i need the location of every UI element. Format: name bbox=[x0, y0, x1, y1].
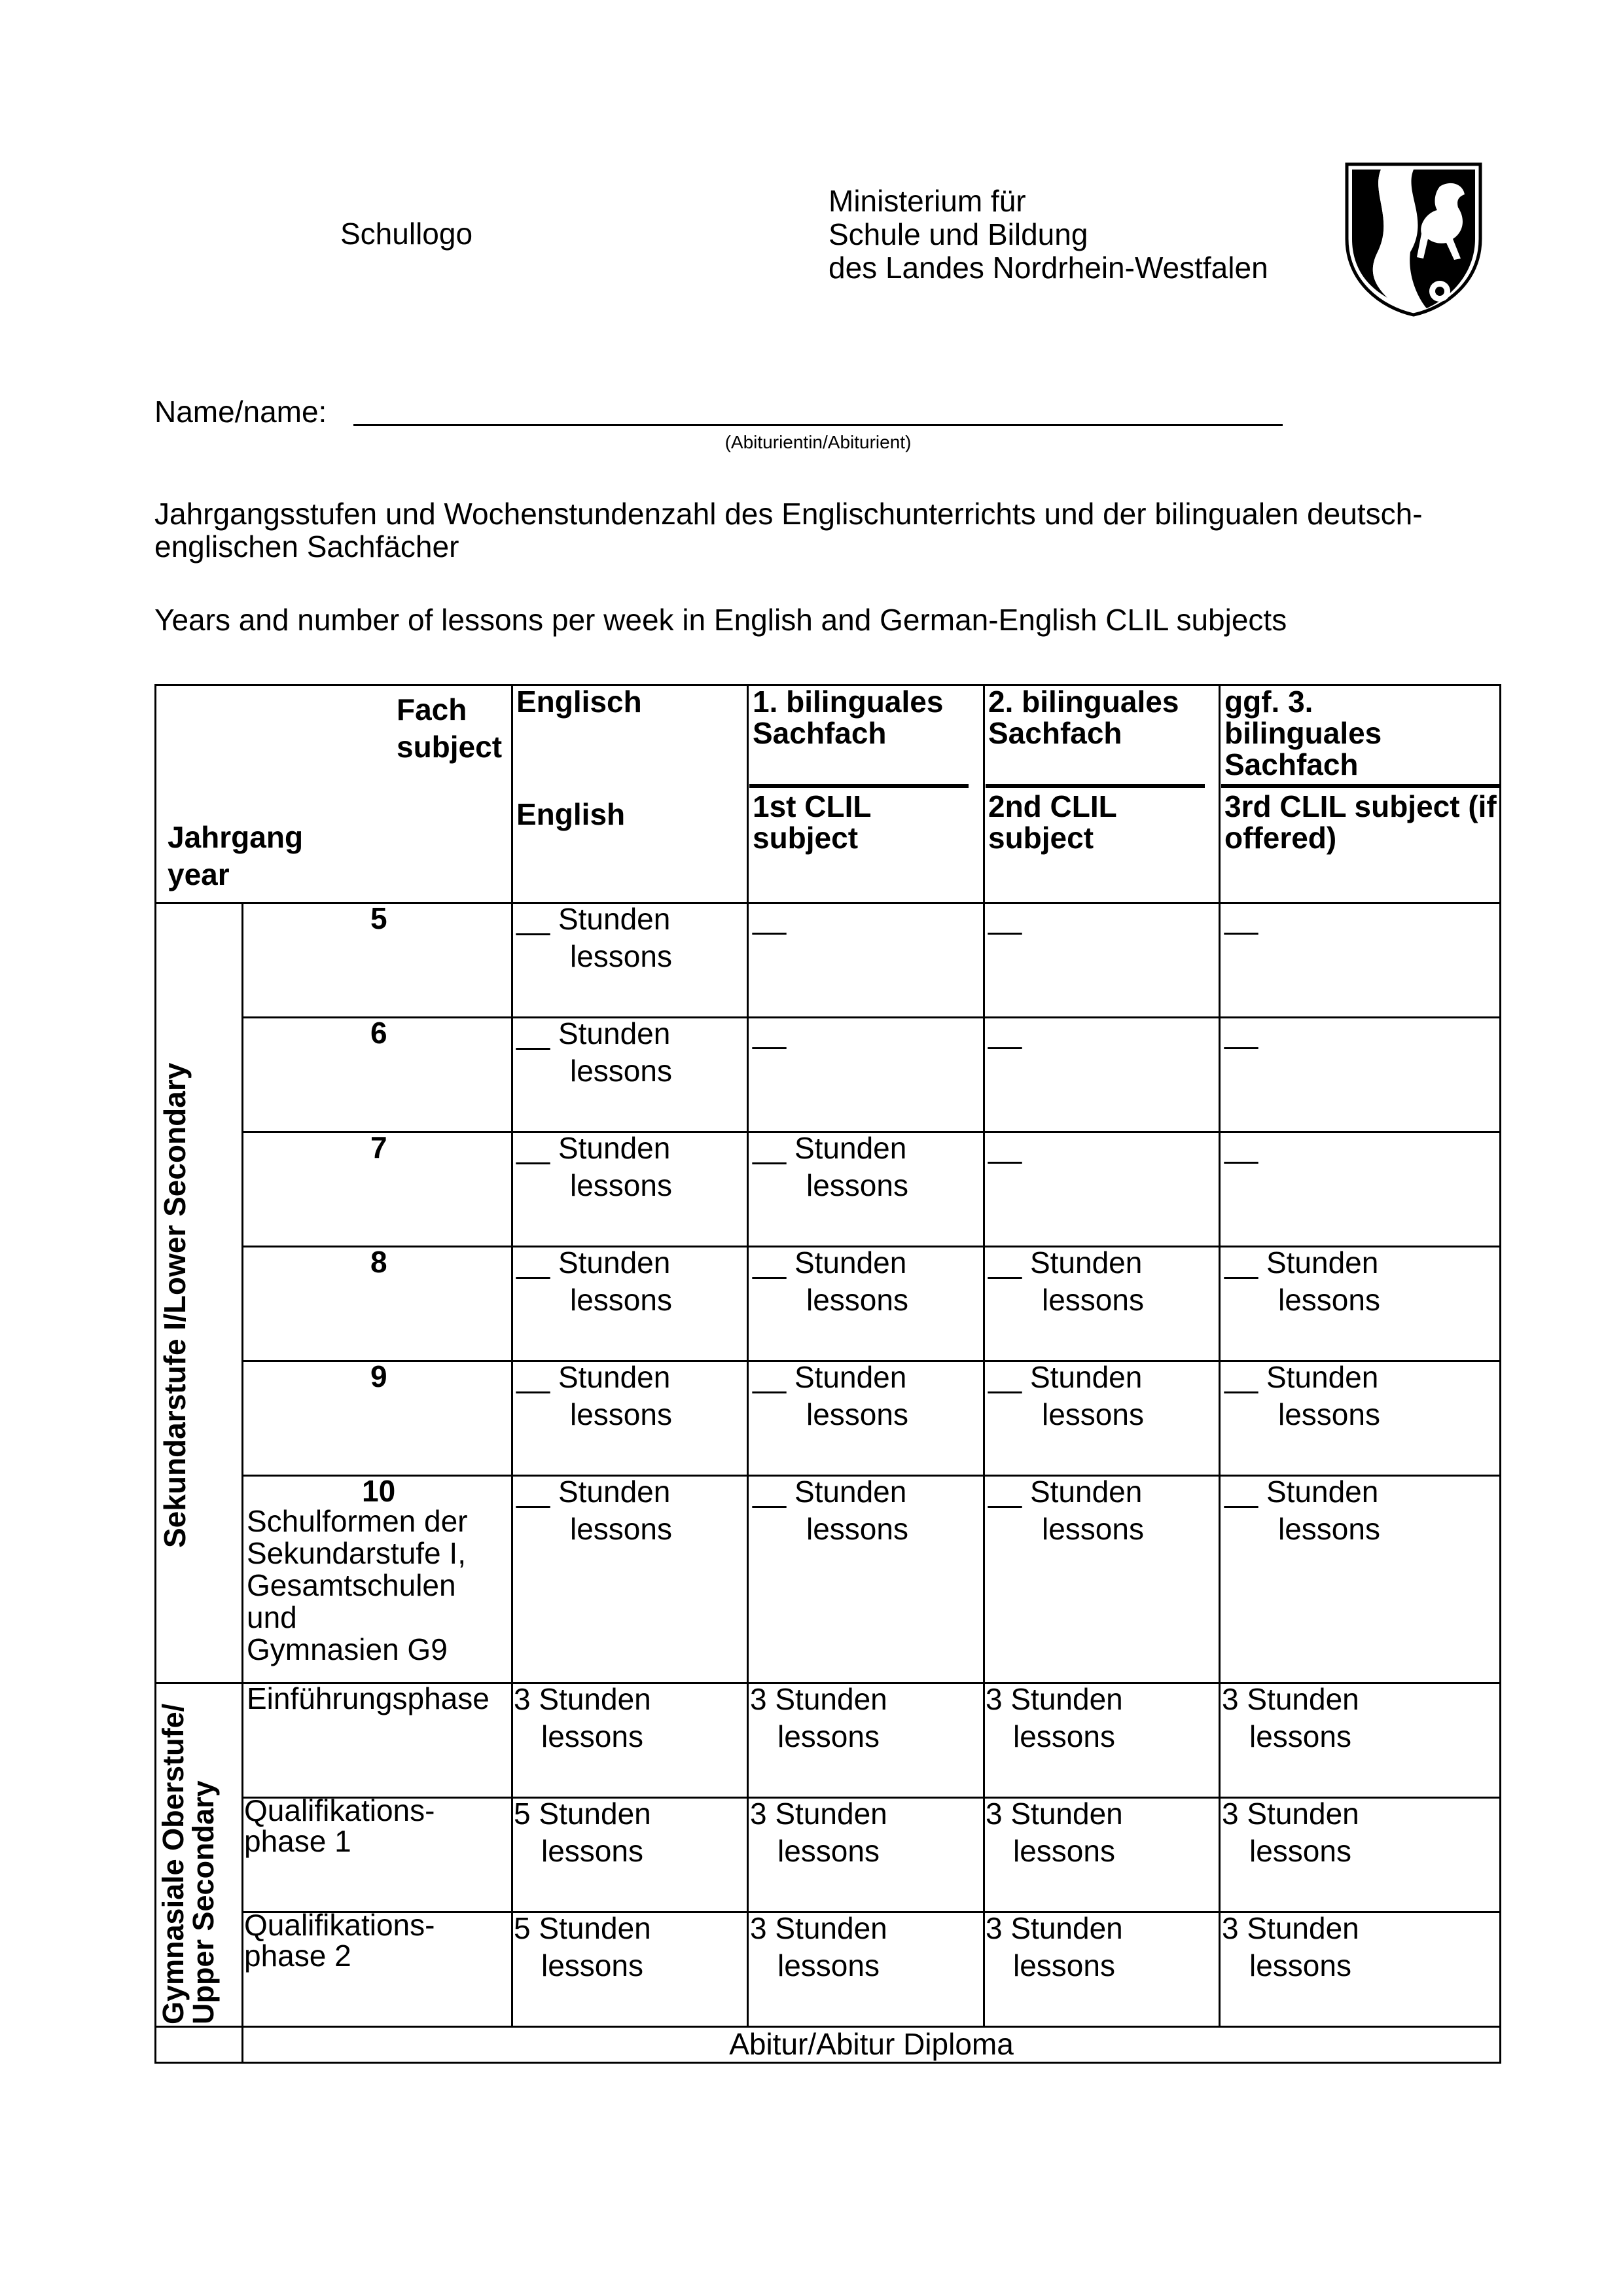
col-header-clil2-en: 2nd CLIL subject bbox=[988, 789, 1116, 855]
blank-cell-clil3[interactable]: __ bbox=[1224, 1130, 1258, 1164]
lessons-count-blank[interactable]: __ Stunden bbox=[753, 1475, 907, 1509]
phase-label-line: phase 1 bbox=[244, 1824, 351, 1858]
year-10-note-line: Gesamtschulen bbox=[247, 1568, 456, 1602]
corner-subject-de: Fach bbox=[397, 692, 467, 726]
lessons-label: lessons bbox=[1249, 1719, 1351, 1753]
lessons-count-blank[interactable]: __ Stunden bbox=[988, 1360, 1143, 1394]
year-10-note-line: Sekundarstufe I, bbox=[247, 1536, 466, 1570]
lessons-label: lessons bbox=[570, 1168, 672, 1202]
lessons-count: 3 Stunden bbox=[750, 1797, 887, 1831]
lessons-count-blank[interactable]: __ Stunden bbox=[516, 1131, 671, 1165]
year-label: 9 bbox=[370, 1359, 387, 1393]
lessons-label: lessons bbox=[1249, 1948, 1351, 1982]
ministry-line: des Landes Nordrhein-Westfalen bbox=[829, 251, 1268, 285]
lessons-cell-english bbox=[514, 1795, 651, 1870]
corner-year-en: year bbox=[168, 857, 230, 891]
lessons-cell-english[interactable] bbox=[516, 1015, 672, 1090]
lessons-cell-english[interactable] bbox=[516, 1359, 672, 1433]
lessons-cell-clil3 bbox=[1222, 1795, 1359, 1870]
lessons-count-blank[interactable]: __ Stunden bbox=[516, 1016, 671, 1050]
blank-cell-clil3[interactable]: __ bbox=[1224, 1016, 1258, 1050]
year-label: 5 bbox=[370, 901, 387, 935]
ministry-line: Schule und Bildung bbox=[829, 217, 1088, 251]
name-label: Name/name: bbox=[154, 395, 327, 429]
lessons-cell-clil1 bbox=[750, 1681, 887, 1755]
lessons-count-blank[interactable]: __ Stunden bbox=[1224, 1246, 1379, 1280]
lessons-label: lessons bbox=[1249, 1834, 1351, 1868]
col-header-clil1-de: 1. bilinguales Sachfach bbox=[753, 685, 944, 750]
lessons-count-blank[interactable]: __ Stunden bbox=[753, 1246, 907, 1280]
lessons-count-blank[interactable]: __ Stunden bbox=[516, 902, 671, 936]
lessons-count-blank[interactable]: __ Stunden bbox=[516, 1246, 671, 1280]
blank-cell-clil1[interactable]: __ bbox=[753, 901, 787, 935]
col-header-clil2-de: 2. bilinguales Sachfach bbox=[988, 685, 1179, 750]
lessons-cell-clil2 bbox=[986, 1910, 1123, 1984]
phase-label: Einführungsphase bbox=[247, 1681, 490, 1715]
lessons-count: 3 Stunden bbox=[1222, 1682, 1359, 1716]
lessons-count-blank[interactable]: __ Stunden bbox=[988, 1475, 1143, 1509]
phase-label bbox=[244, 1795, 435, 1857]
col-header-clil1-en: 1st CLIL subject bbox=[753, 789, 871, 855]
lessons-cell-clil1 bbox=[750, 1910, 887, 1984]
lessons-cell-clil3[interactable] bbox=[1224, 1359, 1380, 1433]
lessons-cell-clil3[interactable] bbox=[1224, 1244, 1380, 1319]
name-caption: (Abiturientin/Abiturient) bbox=[724, 432, 912, 452]
lessons-count: 5 Stunden bbox=[514, 1797, 651, 1831]
lessons-cell-clil2[interactable] bbox=[988, 1244, 1144, 1319]
lessons-label: lessons bbox=[777, 1719, 880, 1753]
lessons-count-blank[interactable]: __ Stunden bbox=[1224, 1475, 1379, 1509]
lessons-label: lessons bbox=[806, 1168, 908, 1202]
lessons-label: lessons bbox=[1042, 1283, 1144, 1317]
blank-cell-clil2[interactable]: __ bbox=[988, 1130, 1022, 1164]
year-10-note-line: und bbox=[247, 1600, 297, 1634]
blank-cell-clil3[interactable]: __ bbox=[1224, 901, 1258, 935]
lessons-cell-clil1 bbox=[750, 1795, 887, 1870]
lessons-label: lessons bbox=[806, 1512, 908, 1546]
lessons-label: lessons bbox=[1278, 1283, 1380, 1317]
corner-subject-en: subject bbox=[397, 730, 503, 764]
col-header-english-en: English bbox=[516, 797, 626, 831]
lessons-count: 3 Stunden bbox=[986, 1682, 1123, 1716]
lessons-cell-english bbox=[514, 1681, 651, 1755]
lessons-label: lessons bbox=[570, 1397, 672, 1431]
lessons-cell-clil2[interactable] bbox=[988, 1359, 1144, 1433]
lessons-label: lessons bbox=[541, 1948, 643, 1982]
lessons-label: lessons bbox=[541, 1834, 643, 1868]
lessons-cell-clil3[interactable] bbox=[1224, 1473, 1380, 1548]
intro-german: Jahrgangsstufen und Wochenstundenzahl des Englischunterrichts und der bilingualen deutsch-englischen Sachfächer bbox=[154, 497, 1423, 564]
lessons-label: lessons bbox=[777, 1834, 880, 1868]
lessons-count-blank[interactable]: __ Stunden bbox=[516, 1360, 671, 1394]
lessons-cell-english[interactable] bbox=[516, 901, 672, 975]
col-header-clil3-de: ggf. 3. bilinguales Sachfach bbox=[1224, 685, 1382, 781]
ministry-name bbox=[829, 185, 1268, 285]
lessons-label: lessons bbox=[1042, 1397, 1144, 1431]
lessons-cell-clil2 bbox=[986, 1681, 1123, 1755]
lessons-label: lessons bbox=[541, 1719, 643, 1753]
lessons-cell-english[interactable] bbox=[516, 1244, 672, 1319]
lessons-cell-english[interactable] bbox=[516, 1473, 672, 1548]
ministry-line: Ministerium für bbox=[829, 184, 1026, 218]
lessons-count: 5 Stunden bbox=[514, 1911, 651, 1945]
nrw-coat-of-arms-icon bbox=[1342, 160, 1486, 317]
lessons-count-blank[interactable]: __ Stunden bbox=[753, 1131, 907, 1165]
blank-cell-clil1[interactable]: __ bbox=[753, 1016, 787, 1050]
lessons-count: 3 Stunden bbox=[750, 1682, 887, 1716]
lessons-label: lessons bbox=[1278, 1397, 1380, 1431]
lessons-label: lessons bbox=[1013, 1948, 1115, 1982]
lessons-count-blank[interactable]: __ Stunden bbox=[988, 1246, 1143, 1280]
lessons-label: lessons bbox=[1042, 1512, 1144, 1546]
lessons-label: lessons bbox=[1013, 1834, 1115, 1868]
lessons-label: lessons bbox=[1013, 1719, 1115, 1753]
lessons-cell-english bbox=[514, 1910, 651, 1984]
lessons-cell-clil3 bbox=[1222, 1681, 1359, 1755]
year-label: 6 bbox=[370, 1016, 387, 1050]
lessons-cell-english[interactable] bbox=[516, 1130, 672, 1204]
lessons-label: lessons bbox=[570, 1054, 672, 1088]
lessons-label: lessons bbox=[570, 939, 672, 973]
col-header-clil3-en: 3rd CLIL subject (if offered) bbox=[1224, 789, 1497, 855]
lessons-label: lessons bbox=[570, 1283, 672, 1317]
lessons-count: 3 Stunden bbox=[986, 1797, 1123, 1831]
lessons-count: 3 Stunden bbox=[986, 1911, 1123, 1945]
phase-label bbox=[244, 1910, 435, 1971]
school-logo-placeholder: Schullogo bbox=[340, 217, 473, 251]
blank-cell-clil2[interactable]: __ bbox=[988, 901, 1022, 935]
intro-english: Years and number of lessons per week in English and German-English CLIL subjects bbox=[154, 603, 1287, 637]
section-label-lower-secondary: Sekundarstufe I/Lower Secondary bbox=[158, 1062, 192, 1548]
phase-label-line: phase 2 bbox=[244, 1939, 351, 1973]
lessons-label: lessons bbox=[777, 1948, 880, 1982]
lessons-count: 3 Stunden bbox=[514, 1682, 651, 1716]
lessons-count-blank[interactable]: __ Stunden bbox=[753, 1360, 907, 1394]
phase-label-line: Qualifikations- bbox=[244, 1908, 435, 1942]
lessons-cell-clil2 bbox=[986, 1795, 1123, 1870]
lessons-count-blank[interactable]: __ Stunden bbox=[1224, 1360, 1379, 1394]
year-10-note-line: Schulformen der bbox=[247, 1504, 468, 1538]
col-header-english-de: Englisch bbox=[516, 685, 642, 719]
corner-year-de: Jahrgang bbox=[168, 820, 304, 854]
lessons-count: 3 Stunden bbox=[750, 1911, 887, 1945]
lessons-cell-clil1[interactable] bbox=[753, 1130, 908, 1204]
lessons-label: lessons bbox=[1278, 1512, 1380, 1546]
lessons-cell-clil1[interactable] bbox=[753, 1359, 908, 1433]
section-label-upper-secondary: Gymnasiale Oberstufe/ Upper Secondary bbox=[156, 1703, 220, 2024]
year-10-note-line: Gymnasien G9 bbox=[247, 1632, 448, 1666]
lessons-count: 3 Stunden bbox=[1222, 1911, 1359, 1945]
abitur-footer: Abitur/Abitur Diploma bbox=[729, 2027, 1014, 2061]
lessons-label: lessons bbox=[806, 1283, 908, 1317]
year-10-note bbox=[247, 1505, 468, 1666]
lessons-label: lessons bbox=[570, 1512, 672, 1546]
lessons-cell-clil1[interactable] bbox=[753, 1473, 908, 1548]
lessons-cell-clil1[interactable] bbox=[753, 1244, 908, 1319]
phase-label-line: Qualifikations- bbox=[244, 1793, 435, 1827]
lessons-count-blank[interactable]: __ Stunden bbox=[516, 1475, 671, 1509]
year-label: 10 bbox=[362, 1474, 396, 1508]
name-input-line[interactable] bbox=[353, 424, 1283, 426]
lessons-count: 3 Stunden bbox=[1222, 1797, 1359, 1831]
year-label: 8 bbox=[370, 1245, 387, 1279]
blank-cell-clil2[interactable]: __ bbox=[988, 1016, 1022, 1050]
lessons-cell-clil2[interactable] bbox=[988, 1473, 1144, 1548]
lessons-cell-clil3 bbox=[1222, 1910, 1359, 1984]
lessons-label: lessons bbox=[806, 1397, 908, 1431]
year-label: 7 bbox=[370, 1130, 387, 1164]
